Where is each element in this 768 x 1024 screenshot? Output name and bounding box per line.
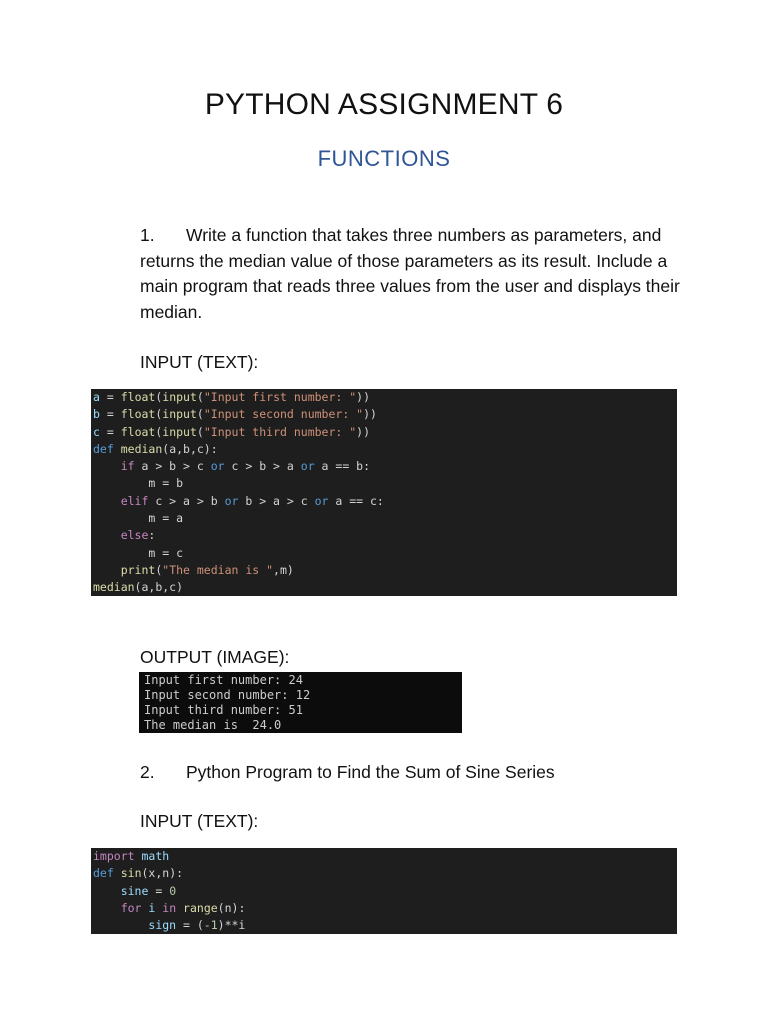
question-2: [140, 760, 680, 786]
q1-code-block: [91, 389, 677, 596]
code-line-7: elif c > a > b or b > a > c or a == c:: [120, 493, 384, 508]
code-line-4: for i in range(n):: [120, 900, 246, 915]
output-line: The median is 24.0: [144, 718, 282, 732]
code-line-3: c = float(input("Input third number: ")): [93, 424, 371, 439]
code-line-11: print("The median is ",m): [120, 562, 294, 577]
code-line-1: a = float(input("Input first number: ")): [93, 390, 371, 404]
code-line-2: b = float(input("Input second number: ")): [93, 407, 377, 422]
code-line-5: if a > b > c or c > b > a or a == b:: [120, 459, 371, 474]
q2-input-label: INPUT (TEXT):: [140, 811, 259, 831]
code-line-12: median(a,b,c): [93, 580, 184, 595]
output-line: Input third number: 51: [144, 703, 303, 717]
question-2-number: 2.: [140, 762, 155, 782]
code-line-10: m = c: [148, 545, 184, 560]
code-line-2: def sin(x,n):: [93, 866, 184, 881]
question-2-text: Python Program to Find the Sum of Sine Series: [186, 762, 555, 782]
q2-code-block: [91, 848, 677, 934]
output-line: Input first number: 24: [144, 673, 303, 687]
code-line-1: import math: [93, 849, 170, 863]
document-title: PYTHON ASSIGNMENT 6: [204, 88, 564, 121]
q1-output-console: [139, 672, 462, 733]
q1-output-label: OUTPUT (IMAGE):: [140, 647, 290, 667]
code-line-4: def median(a,b,c):: [93, 441, 218, 456]
code-line-3: sine = 0: [120, 883, 177, 898]
output-line: Input second number: 12: [144, 688, 311, 702]
q1-input-label: INPUT (TEXT):: [140, 352, 259, 372]
code-line-5: sign = (-1)**i: [148, 918, 246, 933]
code-line-6: m = b: [148, 476, 184, 491]
question-1-number: 1.: [140, 225, 155, 245]
question-1-text: Write a function that takes three numbers as parameters, and returns the median value of those parameters as its result. Include a main program that reads three values from the user and displays their median.: [140, 225, 680, 322]
question-1: [140, 223, 680, 325]
code-line-8: m = a: [148, 511, 184, 526]
document-subtitle: FUNCTIONS: [317, 146, 451, 171]
code-line-9: else:: [120, 528, 156, 543]
